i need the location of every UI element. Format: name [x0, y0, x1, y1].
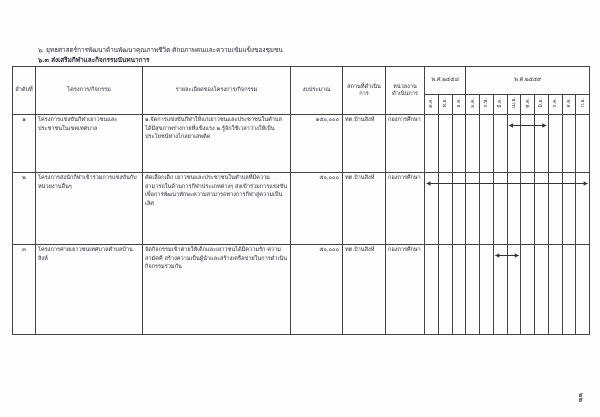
row-number: ๓: [13, 245, 36, 335]
month-cell: [425, 173, 439, 245]
month-label: ต.ค.: [428, 98, 435, 108]
month-cell: [438, 115, 452, 173]
month-cell: [548, 173, 562, 245]
year2-header: พ.ศ.๒๕๕๙: [466, 67, 590, 95]
month-cell: [493, 245, 507, 335]
project-place: ทต.บ้านสิงห์: [343, 115, 386, 173]
table-row: [13, 245, 590, 335]
month-label: ก.ย.: [579, 98, 586, 108]
plan-heading: ๖.๓ ส่งเสริมกีฬาและกิจกรรมนันทนาการ: [38, 56, 150, 64]
month-header: [535, 95, 549, 115]
col-budget-header: งบประมาณ: [291, 67, 343, 115]
month-cell: [438, 245, 452, 335]
month-cell: [493, 173, 507, 245]
row-number: ๑: [13, 115, 36, 173]
month-header: [466, 95, 480, 115]
month-header: [507, 95, 521, 115]
month-cell: [425, 115, 439, 173]
month-cell: [480, 173, 494, 245]
month-cell: [466, 245, 480, 335]
col-project-header: โครงการ/กิจกรรม: [36, 67, 143, 115]
month-header: [562, 95, 576, 115]
project-agency: กองการศึกษา: [386, 173, 425, 245]
month-cell: [535, 245, 549, 335]
project-detail: จัดกิจกรรมเข้าค่ายให้เด็กและเยาวชนได้มีความรัก ความสามัคคี สร้างความเป็นผู้นำและสร้างเครือข่ายในการดำเนินกิจกรรมร่วมกัน: [143, 245, 291, 335]
month-cell: [521, 173, 535, 245]
col-agency-header: หน่วยงานดำเนินการ: [386, 67, 425, 115]
month-cell: [562, 245, 576, 335]
month-cell: [548, 245, 562, 335]
year1-header: พ.ศ.๒๕๕๘: [425, 67, 466, 95]
project-place: ทต.บ้านสิงห์: [343, 173, 386, 245]
row-number: ๒: [13, 173, 36, 245]
col-place-header: สถานที่ดำเนินการ: [343, 67, 386, 115]
project-budget: ๑๕๐,๐๐๐: [291, 115, 343, 173]
month-cell: [576, 173, 590, 245]
month-cell: [452, 115, 466, 173]
month-header: [452, 95, 466, 115]
project-table: [12, 66, 590, 335]
month-header: [521, 95, 535, 115]
month-cell: [576, 115, 590, 173]
month-cell: [535, 115, 549, 173]
month-cell: [466, 115, 480, 173]
project-budget: ๕๐,๐๐๐: [291, 245, 343, 335]
page-number: ๒๒: [577, 392, 586, 403]
month-label: มิ.ย.: [538, 98, 545, 108]
project-place: ทต.บ้านสิงห์: [343, 245, 386, 335]
month-label: ส.ค.: [565, 98, 572, 108]
month-cell: [521, 115, 535, 173]
month-cell: [493, 115, 507, 173]
project-detail: คัดเลือกเด็ก เยาวชนและประชาชนในตำบลที่มีความสามารถในด้านการกีฬาประเภทต่างๆ ส่งเข้าร่วมการแข่งขัน เพื่อการพัฒนาทักษะความสามารถทางการกีฬาสู่ความเป็นเลิศ: [143, 173, 291, 245]
month-header: [480, 95, 494, 115]
project-name: โครงการส่งนักกีฬาเข้าร่วมการแข่งขันกับหน่วยงานอื่นๆ: [36, 173, 143, 245]
month-cell: [576, 245, 590, 335]
month-cell: [507, 173, 521, 245]
project-agency: กองการศึกษา: [386, 245, 425, 335]
month-label: ม.ค.: [469, 98, 476, 108]
project-name: โครงการแข่งขันกีฬาเยาวชนและประชาชนในเขตเทศบาล: [36, 115, 143, 173]
project-name: โครงการค่ายเยาวชนเทศบาลตำบลบ้านสิงห์: [36, 245, 143, 335]
month-cell: [507, 245, 521, 335]
month-label: เม.ย.: [510, 97, 517, 109]
month-cell: [507, 115, 521, 173]
month-header: [576, 95, 590, 115]
col-detail-header: รายละเอียดของโครงการ/กิจกรรม: [143, 67, 291, 115]
month-header: [493, 95, 507, 115]
month-cell: [466, 173, 480, 245]
month-cell: [535, 173, 549, 245]
project-agency: กองการศึกษา: [386, 115, 425, 173]
month-cell: [562, 173, 576, 245]
month-header: [548, 95, 562, 115]
month-label: ธ.ค.: [455, 98, 462, 108]
month-label: พ.ย.: [442, 98, 448, 108]
table-row: [13, 115, 590, 173]
month-header: [425, 95, 439, 115]
month-label: พ.ค.: [524, 98, 531, 108]
month-cell: [438, 173, 452, 245]
month-cell: [452, 245, 466, 335]
strategy-heading: ๖. ยุทธศาสตร์การพัฒนาด้านพัฒนาคุณภาพชีวิต ศักยภาพคนและความเข้มแข็งของชุมชน: [38, 46, 283, 54]
month-cell: [480, 245, 494, 335]
month-label: ก.ค.: [552, 98, 559, 108]
month-label: มี.ค.: [497, 98, 504, 108]
month-cell: [425, 245, 439, 335]
col-no-header: ลำดับที่: [13, 67, 36, 115]
project-detail: ๑.จัดการแข่งขันกีฬาให้แก่เยาวชนและประชาชนในตำบลได้มีสุขภาพร่างกายที่แข็งแรง ๒.รู้จักใช้เวลาว่างให้เป็นประโยชน์ห่างไกลยาเสพติด: [143, 115, 291, 173]
project-budget: ๕๐,๐๐๐: [291, 173, 343, 245]
month-cell: [521, 245, 535, 335]
month-header: [438, 95, 452, 115]
month-label: ก.พ.: [483, 98, 490, 108]
month-cell: [452, 173, 466, 245]
table-row: [13, 173, 590, 245]
month-cell: [548, 115, 562, 173]
month-cell: [562, 115, 576, 173]
month-cell: [480, 115, 494, 173]
